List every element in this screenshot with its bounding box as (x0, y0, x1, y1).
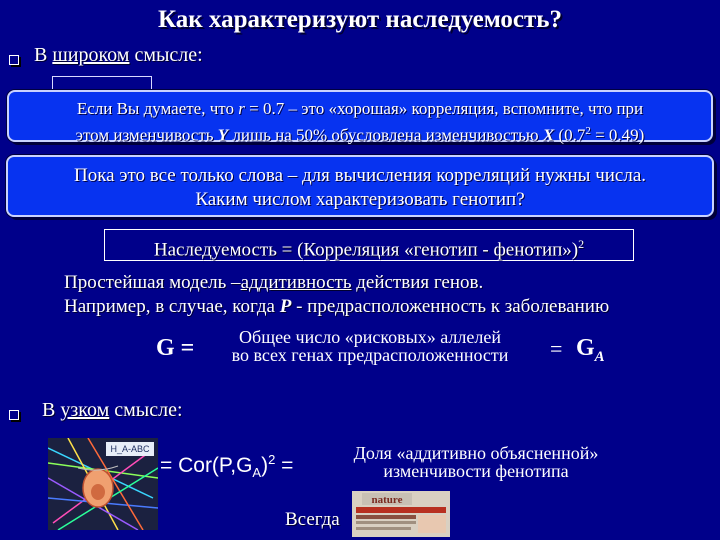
genetics-illustration-image (48, 438, 158, 530)
always-label: Всегда (285, 509, 340, 530)
bullet-icon (9, 410, 19, 420)
model-line1: Простейшая модель –аддитивность действия генов. (64, 272, 484, 293)
g-denominator: во всех генах предрасположенности (231, 345, 509, 365)
cor-formula: = $Cor(P,G_A)^2$ = (160, 452, 294, 481)
g-fraction (200, 328, 540, 364)
callout1-line1: Если Вы думаете, что r = 0.7 – это «хорошая» корреляция, вспомните, что при (76, 99, 644, 118)
callout2-line1: Пока это все только слова – для вычисления корреляций нужны числа. (73, 165, 647, 186)
cor-fraction (326, 444, 626, 480)
page-title: Как характеризуют наследуемость? (157, 6, 562, 33)
bullet-icon (9, 55, 19, 65)
model-line2: Например, в случае, когда P - предрасположенность к заболеванию (64, 296, 610, 317)
pic2-label: nature (371, 494, 403, 506)
narrow-underlined: узком (60, 399, 110, 421)
nature-journal-image (352, 491, 450, 537)
broad-sense-heading (34, 44, 203, 67)
nature-journal-svg (352, 491, 450, 537)
pic-label: H_A-ABC (110, 444, 150, 454)
broad-suffix: смысле: (129, 44, 203, 66)
broad-prefix: В (34, 44, 53, 66)
g-lhs: G = (156, 335, 195, 361)
r-symbol: r (238, 99, 245, 118)
y-symbol: Y (217, 125, 229, 145)
broad-underlined: широком (52, 44, 130, 66)
p-symbol: P (279, 296, 292, 317)
callout2-line2: Каким числом характеризовать генотип? (195, 189, 525, 210)
genetics-illustration-svg (48, 438, 158, 530)
additivity-term: аддитивность (240, 272, 352, 293)
correlation-callout (7, 90, 713, 145)
callout1-line2: этом изменчивость Y лишь на 50% обусловлена изменчивостью X $(0.7^2 = 0.49)$ (75, 125, 645, 145)
cor-denominator: изменчивости фенотипа (383, 461, 569, 481)
ga-symbol: $G_A$ (576, 335, 605, 365)
numbers-callout (6, 155, 714, 217)
g-numerator: Общее число «рисковых» аллелей (239, 327, 501, 347)
g-equals: = (550, 336, 563, 361)
x-symbol: X (542, 125, 555, 145)
narrow-sense-heading: В узком смысле: (42, 399, 183, 421)
cor-numerator: Доля «аддитивно объясненной» (353, 443, 599, 463)
heritability-definition-box: Наследуемость = (Корреляция «генотип - фенотип»)$^2$ (104, 229, 634, 261)
